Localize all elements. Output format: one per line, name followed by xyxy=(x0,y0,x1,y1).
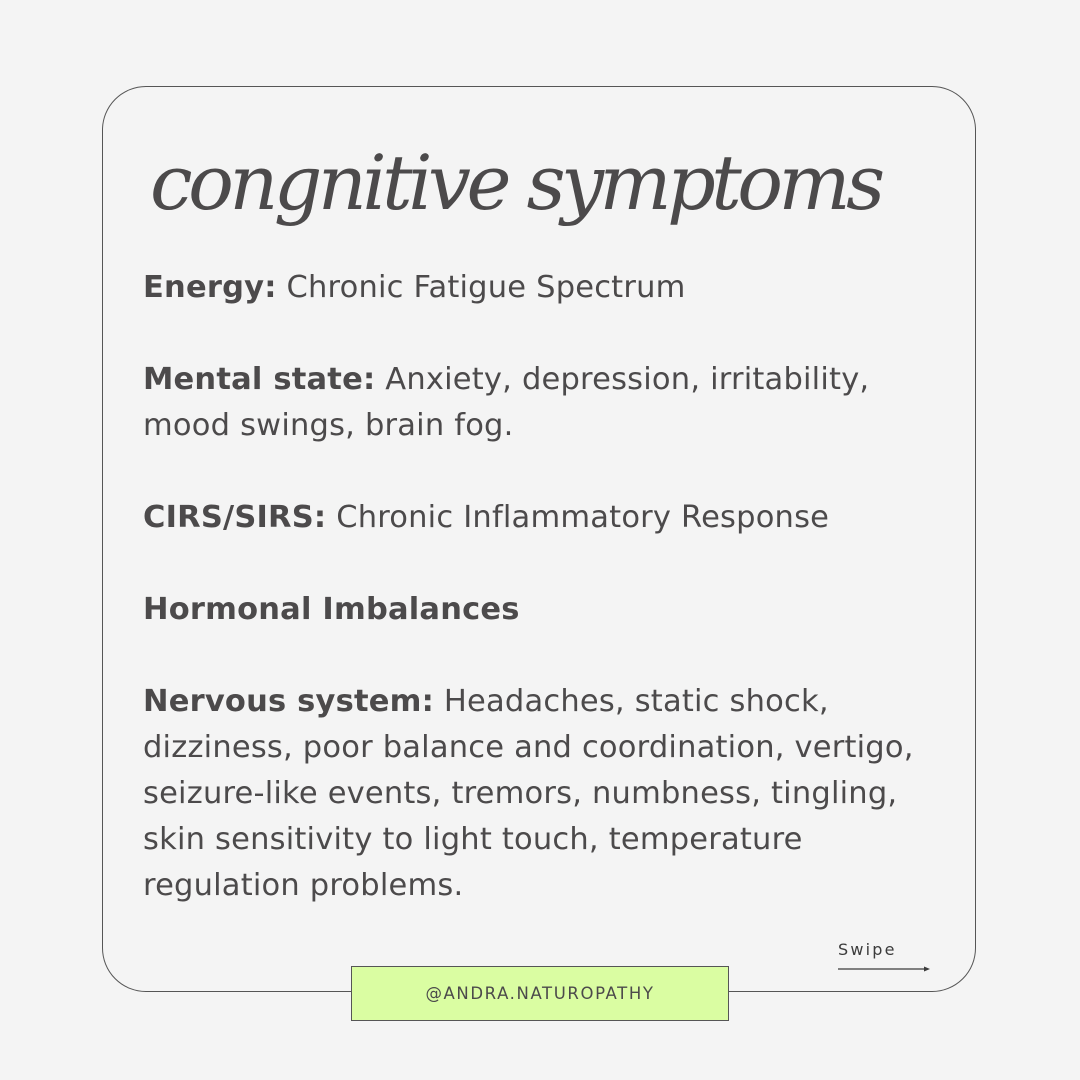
handle-text: @ANDRA.NATUROPATHY xyxy=(425,984,655,1003)
symptom-text: Chronic Fatigue Spectrum xyxy=(276,270,686,305)
symptom-text: Headaches, static shock, dizziness, poor balance and coordination, vertigo, seizure-like events, tremors, numbness, tingling, skin sensitivity to light touch, temperature regulation problems. xyxy=(143,684,914,903)
symptom-cirs-sirs xyxy=(143,495,933,541)
symptom-label: Hormonal Imbalances xyxy=(143,592,520,627)
symptom-mental-state xyxy=(143,357,933,449)
swipe-label[interactable]: Swipe xyxy=(838,940,897,959)
symptom-text: Anxiety, depression, irritability, mood swings, brain fog. xyxy=(143,362,870,443)
symptom-label: CIRS/SIRS: xyxy=(143,500,327,535)
symptoms-list xyxy=(143,265,933,909)
symptom-text: Chronic Inflammatory Response xyxy=(326,500,830,535)
symptom-label: Energy: xyxy=(143,270,277,305)
symptom-label: Mental state: xyxy=(143,362,376,397)
page-title: congnitive symptoms xyxy=(150,138,881,227)
symptom-label: Nervous system: xyxy=(143,684,435,719)
handle-badge[interactable] xyxy=(351,966,729,1021)
symptom-hormonal xyxy=(143,587,933,633)
symptom-nervous-system xyxy=(143,679,933,909)
symptom-energy xyxy=(143,265,933,311)
arrow-right-icon[interactable] xyxy=(838,964,930,974)
